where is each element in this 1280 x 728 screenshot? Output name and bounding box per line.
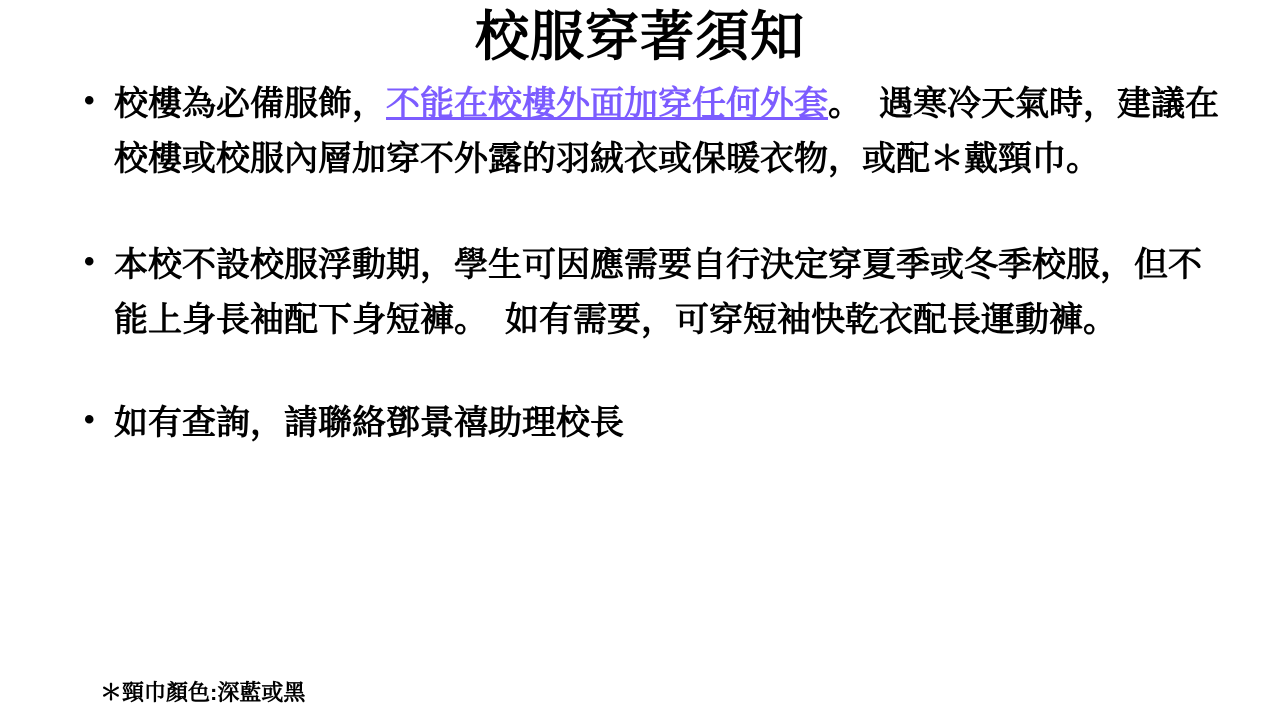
footnote: ＊頸巾顏色:深藍或黑 <box>100 680 306 705</box>
bullet-text-lead: 校樓為必備服飾， <box>114 85 386 124</box>
page-title: 校服穿著須知 <box>475 7 805 67</box>
spacer <box>84 352 1234 396</box>
bullet-text: 本校不設校服浮動期，學生可因應需要自行決定穿夏季或冬季校服，但不能上身長袖配下身短褲。 如有需要，可穿短袖快乾衣配長運動褲。 <box>114 245 1202 339</box>
bullet-text-tail: 。 遇寒冷天氣時，建議在校樓或校服內層加穿不外露的羽絨衣或保暖衣物，或配＊戴頸巾。 <box>114 85 1219 179</box>
list-item <box>84 396 1234 451</box>
list-item <box>84 238 1234 348</box>
slide <box>0 8 1280 728</box>
bullet-text: 如有查詢，請聯絡鄧景禧助理校長 <box>114 403 624 442</box>
spacer <box>84 192 1234 238</box>
bullet-list <box>0 77 1280 450</box>
uniform-rule-link[interactable]: 不能在校樓外面加穿任何外套 <box>386 85 828 124</box>
list-item <box>84 77 1234 187</box>
